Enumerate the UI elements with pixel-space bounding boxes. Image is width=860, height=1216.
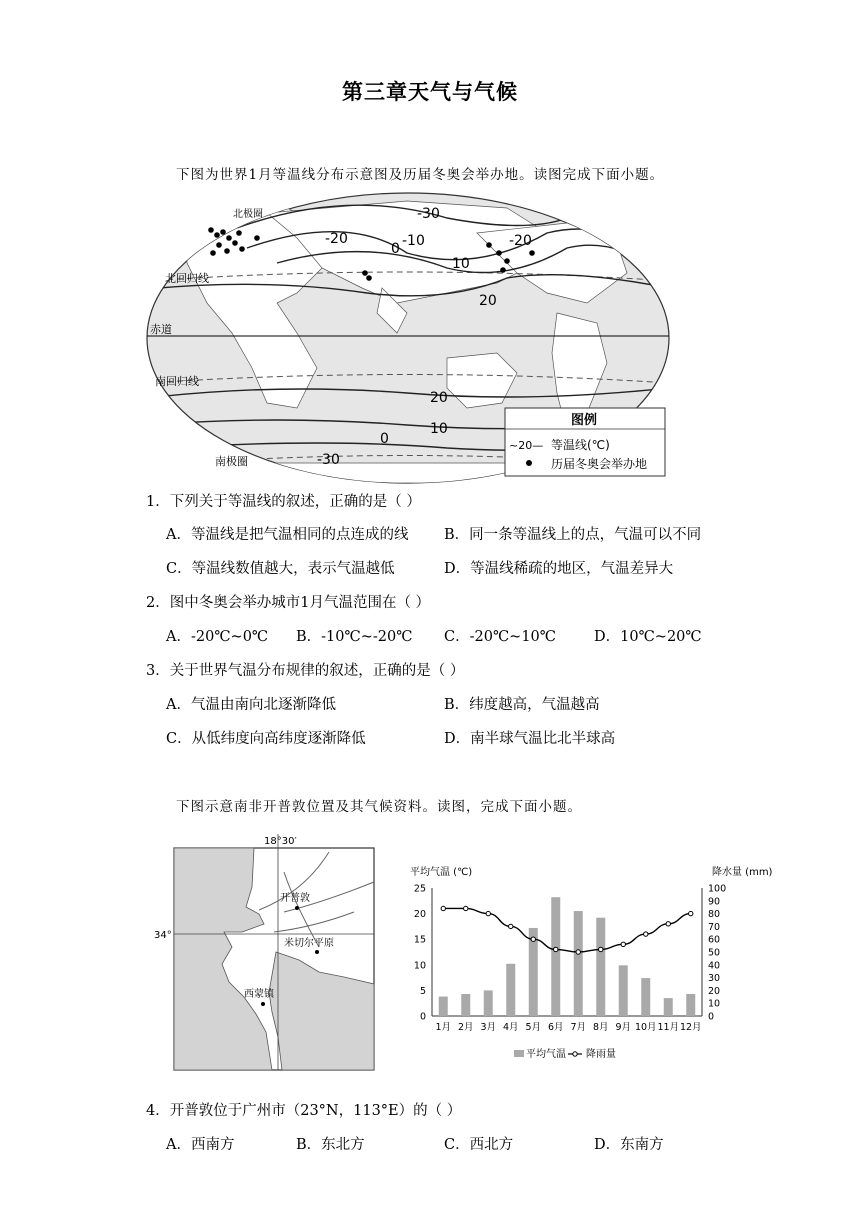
bar-temperature: [439, 997, 448, 1016]
question-3-stem: 3．关于世界气温分布规律的叙述，正确的是（ ）: [146, 663, 465, 679]
precipitation-point: [599, 947, 603, 951]
bar-temperature: [574, 911, 583, 1016]
question-1-option-b[interactable]: B．同一条等温线上的点，气温可以不同: [444, 527, 702, 543]
precipitation-point: [486, 911, 490, 915]
left-tick-label: 10: [413, 960, 426, 972]
precipitation-point: [689, 911, 693, 915]
left-tick-label: 25: [413, 883, 426, 895]
bar-temperature: [641, 978, 650, 1016]
x-tick-label: 8月: [592, 1022, 609, 1033]
page-title: 第三章天气与气候: [342, 79, 518, 104]
world-isotherm-map: [147, 193, 669, 483]
question-2-option-a[interactable]: A．-20℃~0℃: [166, 629, 269, 645]
south-tropic-label: 南回归线: [155, 375, 199, 388]
x-tick-label: 10月: [634, 1022, 657, 1033]
x-tick-label: 11月: [657, 1022, 680, 1033]
question-1-option-c[interactable]: C．等温线数值越大，表示气温越低: [166, 561, 395, 577]
bar-temperature: [551, 897, 560, 1016]
precipitation-point: [621, 942, 625, 946]
climate-chart: [400, 860, 773, 1070]
bar-temperature: [596, 918, 605, 1016]
isotherm-label: -30: [317, 452, 340, 468]
precipitation-point: [464, 906, 468, 910]
place-cape-town: 开普敦: [280, 893, 310, 904]
isotherm-label: -10: [402, 233, 425, 249]
question-3-option-d[interactable]: D．南半球气温比北半球高: [444, 731, 616, 747]
precipitation-point: [666, 922, 670, 926]
place-simons-town: 西蒙镇: [244, 989, 274, 1000]
right-tick-label: 90: [708, 896, 721, 908]
question-4-option-a[interactable]: A．西南方: [166, 1137, 235, 1153]
legend-bar-swatch: [514, 1050, 524, 1057]
question-2-option-d[interactable]: D．10℃~20℃: [594, 629, 702, 645]
question-1-option-a[interactable]: A．等温线是把气温相同的点连成的线: [166, 527, 409, 543]
right-tick-label: 30: [708, 973, 721, 985]
isotherm-label: 0: [380, 431, 389, 447]
place-dot-icon: [261, 1002, 265, 1006]
right-tick-label: 100: [708, 883, 727, 895]
x-tick-label: 2月: [457, 1022, 474, 1033]
right-tick-label: 20: [708, 985, 721, 997]
bar-temperature: [619, 965, 628, 1016]
right-tick-label: 80: [708, 909, 721, 921]
isotherm-label: 10: [452, 256, 470, 272]
place-mitchells-plain: 米切尔平原: [284, 938, 334, 949]
place-dot-icon: [315, 950, 319, 954]
legend-rain-label: 降雨量: [586, 1049, 616, 1060]
x-tick-label: 9月: [615, 1022, 632, 1033]
precipitation-point: [441, 906, 445, 910]
question-3-option-a[interactable]: A．气温由南向北逐渐降低: [166, 697, 336, 713]
precipitation-line: [443, 908, 691, 952]
bar-temperature: [664, 998, 673, 1016]
question-2-option-c[interactable]: C．-20℃~10℃: [444, 629, 556, 645]
isotherm-label: -20: [325, 231, 348, 247]
question-3-option-b[interactable]: B．纬度越高，气温越高: [444, 697, 600, 713]
right-tick-label: 60: [708, 934, 721, 946]
precipitation-point: [576, 950, 580, 954]
left-axis-label: 平均气温 (℃): [410, 867, 473, 878]
x-tick-label: 5月: [525, 1022, 542, 1033]
isotherm-label: 20: [479, 293, 497, 309]
question-4-option-c[interactable]: C．西北方: [444, 1137, 514, 1153]
place-dot-icon: [295, 906, 299, 910]
question-4-stem: 4．开普敦位于广州市（23°N，113°E）的（ ）: [146, 1103, 462, 1119]
legend-temp-label: 平均气温: [526, 1049, 566, 1060]
isotherm-label: -30: [417, 206, 440, 222]
right-tick-label: 70: [708, 921, 721, 933]
question-1-option-d[interactable]: D．等温线稀疏的地区，气温差异大: [444, 561, 674, 577]
legend-dot-icon: [526, 460, 532, 466]
right-axis-label: 降水量 (mm): [712, 867, 773, 878]
x-tick-label: 4月: [502, 1022, 519, 1033]
right-tick-label: 50: [708, 947, 721, 959]
x-tick-label: 12月: [679, 1022, 702, 1033]
right-tick-label: 10: [708, 998, 721, 1010]
left-tick-label: 5: [419, 985, 426, 997]
left-tick-label: 0: [419, 1011, 426, 1023]
precipitation-point: [644, 932, 648, 936]
legend-line-sample: ~20—: [509, 439, 544, 452]
intro-text-2: 下图示意南非开普敦位置及其气候资料。读图，完成下面小题。: [176, 799, 582, 815]
legend-isotherm-label: 等温线(℃): [551, 438, 610, 452]
precipitation-point: [509, 924, 513, 928]
isotherm-label: 20: [430, 390, 448, 406]
question-1-stem: 1．下列关于等温线的叙述，正确的是（ ）: [146, 494, 421, 510]
legend-host-label: 历届冬奥会举办地: [551, 457, 648, 471]
x-tick-label: 6月: [547, 1022, 564, 1033]
left-tick-label: 15: [413, 934, 426, 946]
isotherm-label: 10: [430, 421, 448, 437]
legend-title: 图例: [571, 413, 598, 428]
x-tick-label: 1月: [435, 1022, 452, 1033]
north-tropic-label: 北回归线: [165, 272, 209, 285]
bar-temperature: [484, 990, 493, 1016]
cape-town-location-map: [154, 832, 376, 1072]
bar-temperature: [686, 994, 695, 1016]
antarctic-label: 南极圈: [215, 455, 248, 468]
x-tick-label: 3月: [480, 1022, 497, 1033]
right-tick-label: 40: [708, 960, 721, 972]
question-4-option-d[interactable]: D．东南方: [594, 1137, 664, 1153]
equator-label: 赤道: [150, 323, 172, 336]
x-tick-label: 7月: [570, 1022, 587, 1033]
latitude-label: 34°: [154, 930, 172, 941]
isotherm-label: 0: [391, 241, 400, 257]
intro-text-1: 下图为世界1月等温线分布示意图及历届冬奥会举办地。读图完成下面小题。: [176, 167, 665, 183]
precipitation-point: [554, 947, 558, 951]
question-4-option-b[interactable]: B．东北方: [296, 1137, 365, 1153]
bar-temperature: [461, 994, 470, 1016]
question-2-stem: 2．图中冬奥会举办城市1月气温范围在（ ）: [146, 595, 431, 611]
left-tick-label: 20: [413, 909, 426, 921]
isotherm-label: -20: [509, 233, 532, 249]
arctic-label: 北极圈: [233, 209, 263, 220]
longitude-label: 18°30′: [264, 836, 297, 847]
question-3-option-c[interactable]: C．从低纬度向高纬度逐渐降低: [166, 731, 366, 747]
right-tick-label: 0: [708, 1011, 715, 1023]
question-2-option-b[interactable]: B．-10℃~-20℃: [296, 629, 413, 645]
bar-temperature: [506, 964, 515, 1016]
precipitation-point: [531, 937, 535, 941]
